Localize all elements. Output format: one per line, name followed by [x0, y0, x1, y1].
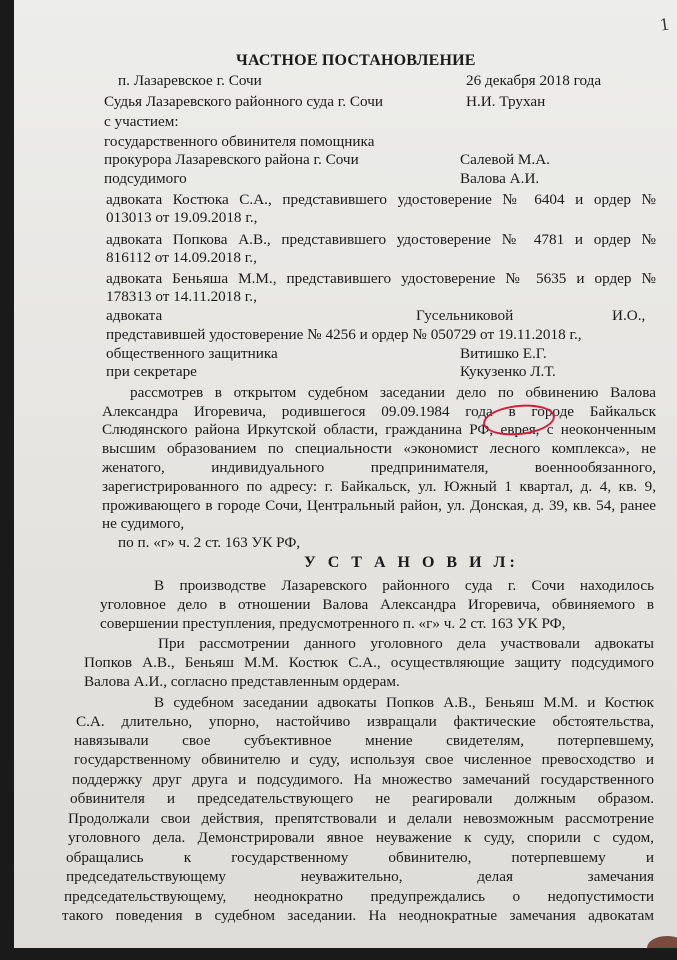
advocate-1-line1: адвоката Костюка С.А., представившего удостоверение № 6404 и ордер №: [106, 191, 656, 208]
body-line-7: В судебном заседании адвокаты Попков А.В., Беньяш М.М. и Костюк: [154, 694, 654, 711]
body-line-8: С.А. длительно, упорно, настойчиво извращали фактические обстоятельства,: [76, 713, 654, 730]
advocate-2-line2: 816112 от 14.09.2018 г.,: [106, 249, 257, 266]
section-heading: У С Т А Н О В И Л:: [304, 554, 519, 571]
considered-line-5: женатого, индивидуального предпринимателя, военнообязанного,: [102, 459, 656, 476]
advocate-4-initials: И.О.,: [612, 307, 646, 324]
participation-label: с участием:: [104, 113, 179, 130]
body-line-9: навязывали свое субъективное мнение свидетелям, потерпевшему,: [74, 732, 654, 749]
body-line-3: совершении преступления, предусмотренного п. «г» ч. 2 ст. 163 УК РФ,: [100, 615, 566, 632]
body-line-15: обращались к государственному обвинителю, потерпевшему и: [66, 849, 654, 866]
considered-line-1: рассмотрев в открытом судебном заседании дело по обвинению Валова: [130, 384, 656, 401]
advocate-4-line2: представившей удостоверение № 4256 и ордер № 050729 от 19.11.2018 г.,: [106, 326, 582, 343]
body-line-18: такого поведения в судебном заседании. На неоднократные замечания адвокатам: [62, 907, 654, 924]
corner-shadow: [647, 936, 677, 948]
public-defender-name: Витишко Е.Г.: [460, 345, 547, 362]
body-line-12: обвинителя и председательствующего не реагировали должным образом.: [70, 790, 654, 807]
secretary-label: при секретаре: [106, 363, 197, 380]
body-line-10: государственному обвинителю и суду, используя свое численное превосходство и: [74, 751, 654, 768]
document-title: ЧАСТНОЕ ПОСТАНОВЛЕНИЕ: [236, 52, 476, 69]
defendant-label: подсудимого: [104, 170, 187, 187]
considered-line-3: Слюдянского района Иркутской области, гражданина РФ, еврея, с неоконченным: [102, 421, 656, 438]
defendant-name: Валова А.И.: [460, 170, 540, 187]
date: 26 декабря 2018 года: [466, 72, 602, 89]
body-line-14: уголовного дела. Демонстрировали явное неуважение к суду, спорили с судом,: [68, 829, 654, 846]
advocate-4-name: Гусельниковой: [416, 307, 514, 324]
advocate-1-line2: 013013 от 19.09.2018 г.,: [106, 209, 258, 226]
page-number: 1: [658, 13, 671, 35]
document-page: [14, 0, 677, 948]
considered-line-2: Александра Игоревича, родившегося 09.09.1984 года в городе Байкальск: [102, 403, 656, 420]
considered-line-8: не судимого,: [102, 515, 185, 532]
body-line-6: Валова А.И., согласно представленным ордерам.: [84, 673, 400, 690]
considered-line-7: проживающего в городе Сочи, Центральный район, ул. Донская, д. 39, кв. 54, ранее: [102, 497, 656, 514]
prosecutor-line1: государственного обвинителя помощника: [104, 133, 375, 150]
advocate-3-line2: 178313 от 14.11.2018 г.,: [106, 288, 257, 305]
body-line-4: При рассмотрении данного уголовного дела участвовали адвокаты: [158, 635, 654, 652]
advocate-2-line1: адвоката Попкова А.В., представившего удостоверение № 4781 и ордер №: [106, 231, 656, 248]
advocate-3-line1: адвоката Беньяша М.М., представившего удостоверение № 5635 и ордер №: [106, 270, 656, 287]
charge-article: по п. «г» ч. 2 ст. 163 УК РФ,: [118, 534, 301, 551]
judge-label: Судья Лазаревского районного суда г. Сочи: [104, 93, 383, 110]
body-line-16: председательствующему неуважительно, делая замечания: [66, 868, 654, 885]
body-line-11: поддержку друг друга и подсудимого. На множество замечаний государственного: [72, 771, 654, 788]
considered-line-6: зарегистрированного по адресу: г. Байкальск, ул. Южный 1 квартал, д. 4, кв. 9,: [102, 478, 656, 495]
body-line-17: председательствующему, неоднократно предупреждались о недопустимости: [64, 888, 654, 905]
judge-name: Н.И. Трухан: [466, 93, 546, 110]
body-line-1: В производстве Лазаревского районного суда г. Сочи находилось: [154, 577, 654, 594]
considered-line-4: высшим образованием по специальности «экономист лесного комплекса», не: [102, 440, 656, 457]
body-line-2: уголовное дело в отношении Валова Александра Игоревича, обвиняемого в: [100, 596, 654, 613]
place: п. Лазаревское г. Сочи: [118, 72, 262, 89]
prosecutor-line2: прокурора Лазаревского района г. Сочи: [104, 151, 359, 168]
prosecutor-name: Салевой М.А.: [460, 151, 550, 168]
body-line-5: Попков А.В., Беньяш М.М. Костюк С.А., осуществляющие защиту подсудимого: [84, 654, 654, 671]
public-defender-label: общественного защитника: [106, 345, 278, 362]
secretary-name: Кукузенко Л.Т.: [460, 363, 556, 380]
advocate-4-label: адвоката: [106, 307, 163, 324]
body-line-13: Продолжали свои действия, препятствовали и делали невозможным рассмотрение: [68, 810, 654, 827]
